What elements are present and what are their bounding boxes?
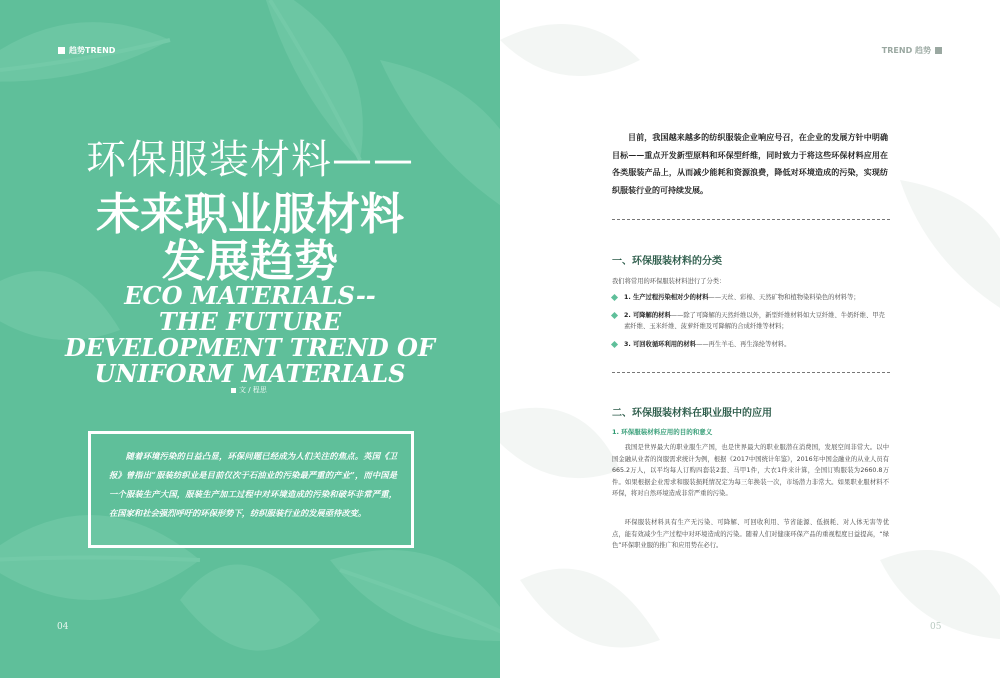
title-en <box>30 283 470 387</box>
right-page <box>500 0 1000 678</box>
list-item-text: ——再生羊毛、再生涤纶等材料。 <box>695 340 791 348</box>
diamond-bullet-icon <box>611 311 618 318</box>
square-icon <box>935 47 942 54</box>
list-item-heading: 2. 可降解的材料 <box>624 311 671 319</box>
header-section-tag <box>58 45 115 56</box>
title-en-line-1: ECO MATERIALS-- <box>124 281 376 310</box>
material-category-list <box>612 292 890 356</box>
author-name: 文 / 程思 <box>239 386 267 394</box>
square-icon <box>58 47 65 54</box>
lead-paragraph: 目前，我国越来越多的纺织服装企业响应号召，在企业的发展方针中明确目标——重点开发新型原料和环保型纤维，同时致力于将这些环保材料应用在各类服装产品上，从而减少能耗和资源浪费，降低对环境造成的污染，实现纺织服装行业的可持续发展。 <box>612 132 888 195</box>
title-en-line-4: UNIFORM MATERIALS <box>94 359 406 388</box>
title-cn-line-2: 未来职业服材料 <box>96 189 404 240</box>
section-1-title: 一、环保服装材料的分类 <box>612 256 722 267</box>
page-number-left: 04 <box>57 622 69 632</box>
list-item-heading: 3. 可回收循环利用的材料 <box>624 340 696 348</box>
dashed-divider <box>612 372 890 373</box>
section-1-intro: 我们将常用的环保服装材料进行了分类： <box>612 278 726 285</box>
intro-box: 随着环境污染的日益凸显，环保问题已经成为人们关注的焦点。英国《卫报》曾指出“服装纺织业是目前仅次于石油业的污染最严重的产业”，而中国是一个服装生产大国，服装生产加工过程中对环境造成的污染和破坏非常严重，在国家和社会强烈呼吁的环保形势下，纺织服装行业的发展亟待改变。 <box>88 431 414 548</box>
list-item <box>612 292 890 304</box>
header-section-tag <box>882 45 942 56</box>
section-2-title: 二、环保服装材料在职业服中的应用 <box>612 408 772 419</box>
body-paragraph: 我国是世界最大的职业服生产国，也是世界最大的职业服潜在消费国，发展空间非常大。以中国金融从业者的岗服需求统计为例，根据《2017中国统计年鉴》，2016年中国金融业的从业人员有665.2万人，以平均每人订购四套装2套、马甲1件，大衣1件来计算，全国订购服装为2660.8万件。如果根据企业需求和服装损耗情况定为每三年换装一次，市场潜力非常大。如果职业服材料不环保，将对自然环境造成非常严重的污染。 <box>612 444 889 498</box>
square-icon <box>231 388 236 393</box>
title-en-line-2: THE FUTURE <box>158 307 342 336</box>
section-2-subtitle: 1. 环保服装材料应用的目的和意义 <box>612 428 713 436</box>
title-cn-line-3: 发展趋势 <box>162 236 338 287</box>
list-item-heading: 1. 生产过程污染相对少的材料 <box>624 294 709 301</box>
author-byline <box>231 385 267 395</box>
dashed-divider <box>612 219 890 220</box>
list-item <box>612 310 890 333</box>
title-en-line-3: DEVELOPMENT TREND OF <box>64 333 435 362</box>
page-number-right: 05 <box>930 622 942 632</box>
list-item-text: ——天丝、彩棉、天然矿物和植物染料染色的材料等； <box>708 294 860 301</box>
diamond-bullet-icon <box>611 340 618 347</box>
title-cn-line-1: 环保服装材料—— <box>86 137 414 183</box>
list-item <box>612 339 890 351</box>
list-item-text: ——除了可降解的天然纤维以外，新型纤维材料如大豆纤维、牛奶纤维、甲壳素纤维、玉米纤维、菠萝纤维及可降解的合成纤维等材料； <box>624 311 885 330</box>
header-label: 趋势TREND <box>69 46 116 55</box>
body-paragraph: 环保服装材料具有生产无污染、可降解、可回收利用、节省能源、低损耗、对人体无害等优点，能有效减少生产过程中对环境造成的污染。随着人们对健康环保产品的重视程度日益提高，“绿色”环保职业服的推广和应用势在必行。 <box>612 519 889 550</box>
header-label: TREND 趋势 <box>881 46 931 55</box>
diamond-bullet-icon <box>611 294 618 301</box>
